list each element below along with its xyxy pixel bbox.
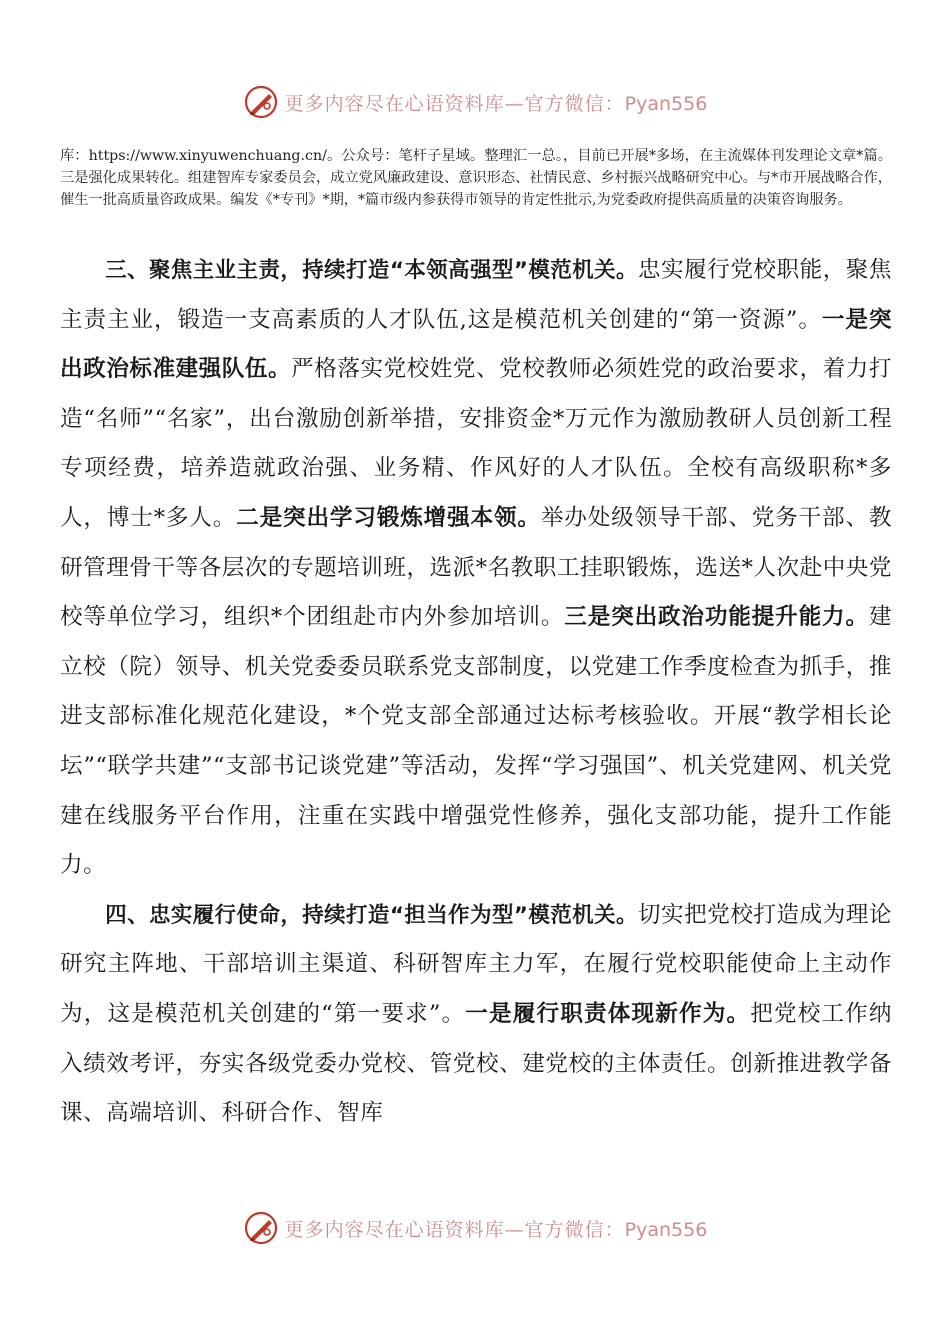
top-watermark-banner xyxy=(0,80,950,124)
section-three-text-1: 忠实履行党校职能，聚焦主责主业，锻造一支高素质的人才队伍,这是模范机关创建的“第一资源”。 xyxy=(60,257,893,333)
section-three-heading: 三、聚焦主业主责，持续打造“本领高强型”模范机关。 xyxy=(105,258,638,283)
section-four-text-1: 切实把党校打造成为理论研究主阵地、干部培训主渠道、科研智库主力军，在履行党校职能使命上主动作为，这是模范机关创建的“第一要求”。 xyxy=(60,901,893,1027)
watermark-text: 更多内容尽在心语资料库—官方微信：Pyan556 xyxy=(284,92,708,115)
section-four-heading: 四、忠实履行使命，持续打造“担当作为型”模范机关。 xyxy=(105,902,638,928)
section-three-point-3: 三是突出政治功能提升能力。 xyxy=(564,604,869,631)
watermark-account: Pyan556 xyxy=(624,92,708,115)
watermark-account: Pyan556 xyxy=(624,1218,708,1241)
small-print-paragraph: 库：https://www.xinyuwenchuang.cn/。公众号：笔杆子星域。整理汇一总。，目前已开展*多场，在主流媒体刊发理论文章*篇。三是强化成果转化。组建智库专家委员会，成立党风廉政建设、意识形态、社情民意、乡村振兴战略研究中心。与*市开展战略合作，催生一批高质量咨政成果。编发《*专刊》*期，*篇市级内参获得市领导的肯定性批示,为党委政府提供高质量的决策咨询服务。 xyxy=(60,148,892,208)
watermark-text: 更多内容尽在心语资料库—官方微信：Pyan556 xyxy=(284,1218,708,1241)
document-body xyxy=(60,246,892,1139)
section-four-text-2: 把党校工作纳入绩效考评，夯实各级党委办党校、管党校、建党校的主体责任。创新推进教学备课、高端培训、科研合作、智库 xyxy=(60,1000,893,1127)
section-three-paragraph xyxy=(60,246,892,891)
section-three-text-4: 建立校（院）领导、机关党委委员联系党支部制度，以党建工作季度检查为抓手，推进支部标准化规范化建设，*个党支部全部通过达标考核验收。开展“教学相长论坛”“联学共建”“支部书记谈党建”等活动，发挥“学习强国”、机关党建网、机关党建在线服务平台作用，注重在实践中增强党性修养，强化支部功能，提升工作能力。 xyxy=(60,604,893,879)
section-three-point-1: 一是突出政治标准建强队伍。 xyxy=(60,306,892,383)
pen-logo-icon xyxy=(243,1210,279,1246)
section-four-point-1: 一是履行职责体现新作为。 xyxy=(465,1000,751,1027)
section-three-text-3: 举办处级领导干部、党务干部、教研管理骨干等各层次的专题培训班，选派*名教职工挂职锻炼，选送*人次赴中央党校等单位学习，组织*个团组赴市内外参加培训。 xyxy=(60,504,893,631)
bottom-watermark-banner xyxy=(0,1206,950,1250)
section-four-paragraph xyxy=(60,891,892,1139)
section-three-point-2: 二是突出学习锻炼增强本领。 xyxy=(236,504,541,531)
section-three-text-2: 严格落实党校姓党、党校教师必须姓党的政治要求，着力打造“名师”“名家”，出台激励创新举措，安排资金*万元作为激励教研人员创新工程专项经费，培养造就政治强、业务精、作风好的人才队伍。全校有高级职称*多人，博士*多人。 xyxy=(60,356,893,531)
pen-logo-icon xyxy=(243,84,279,120)
